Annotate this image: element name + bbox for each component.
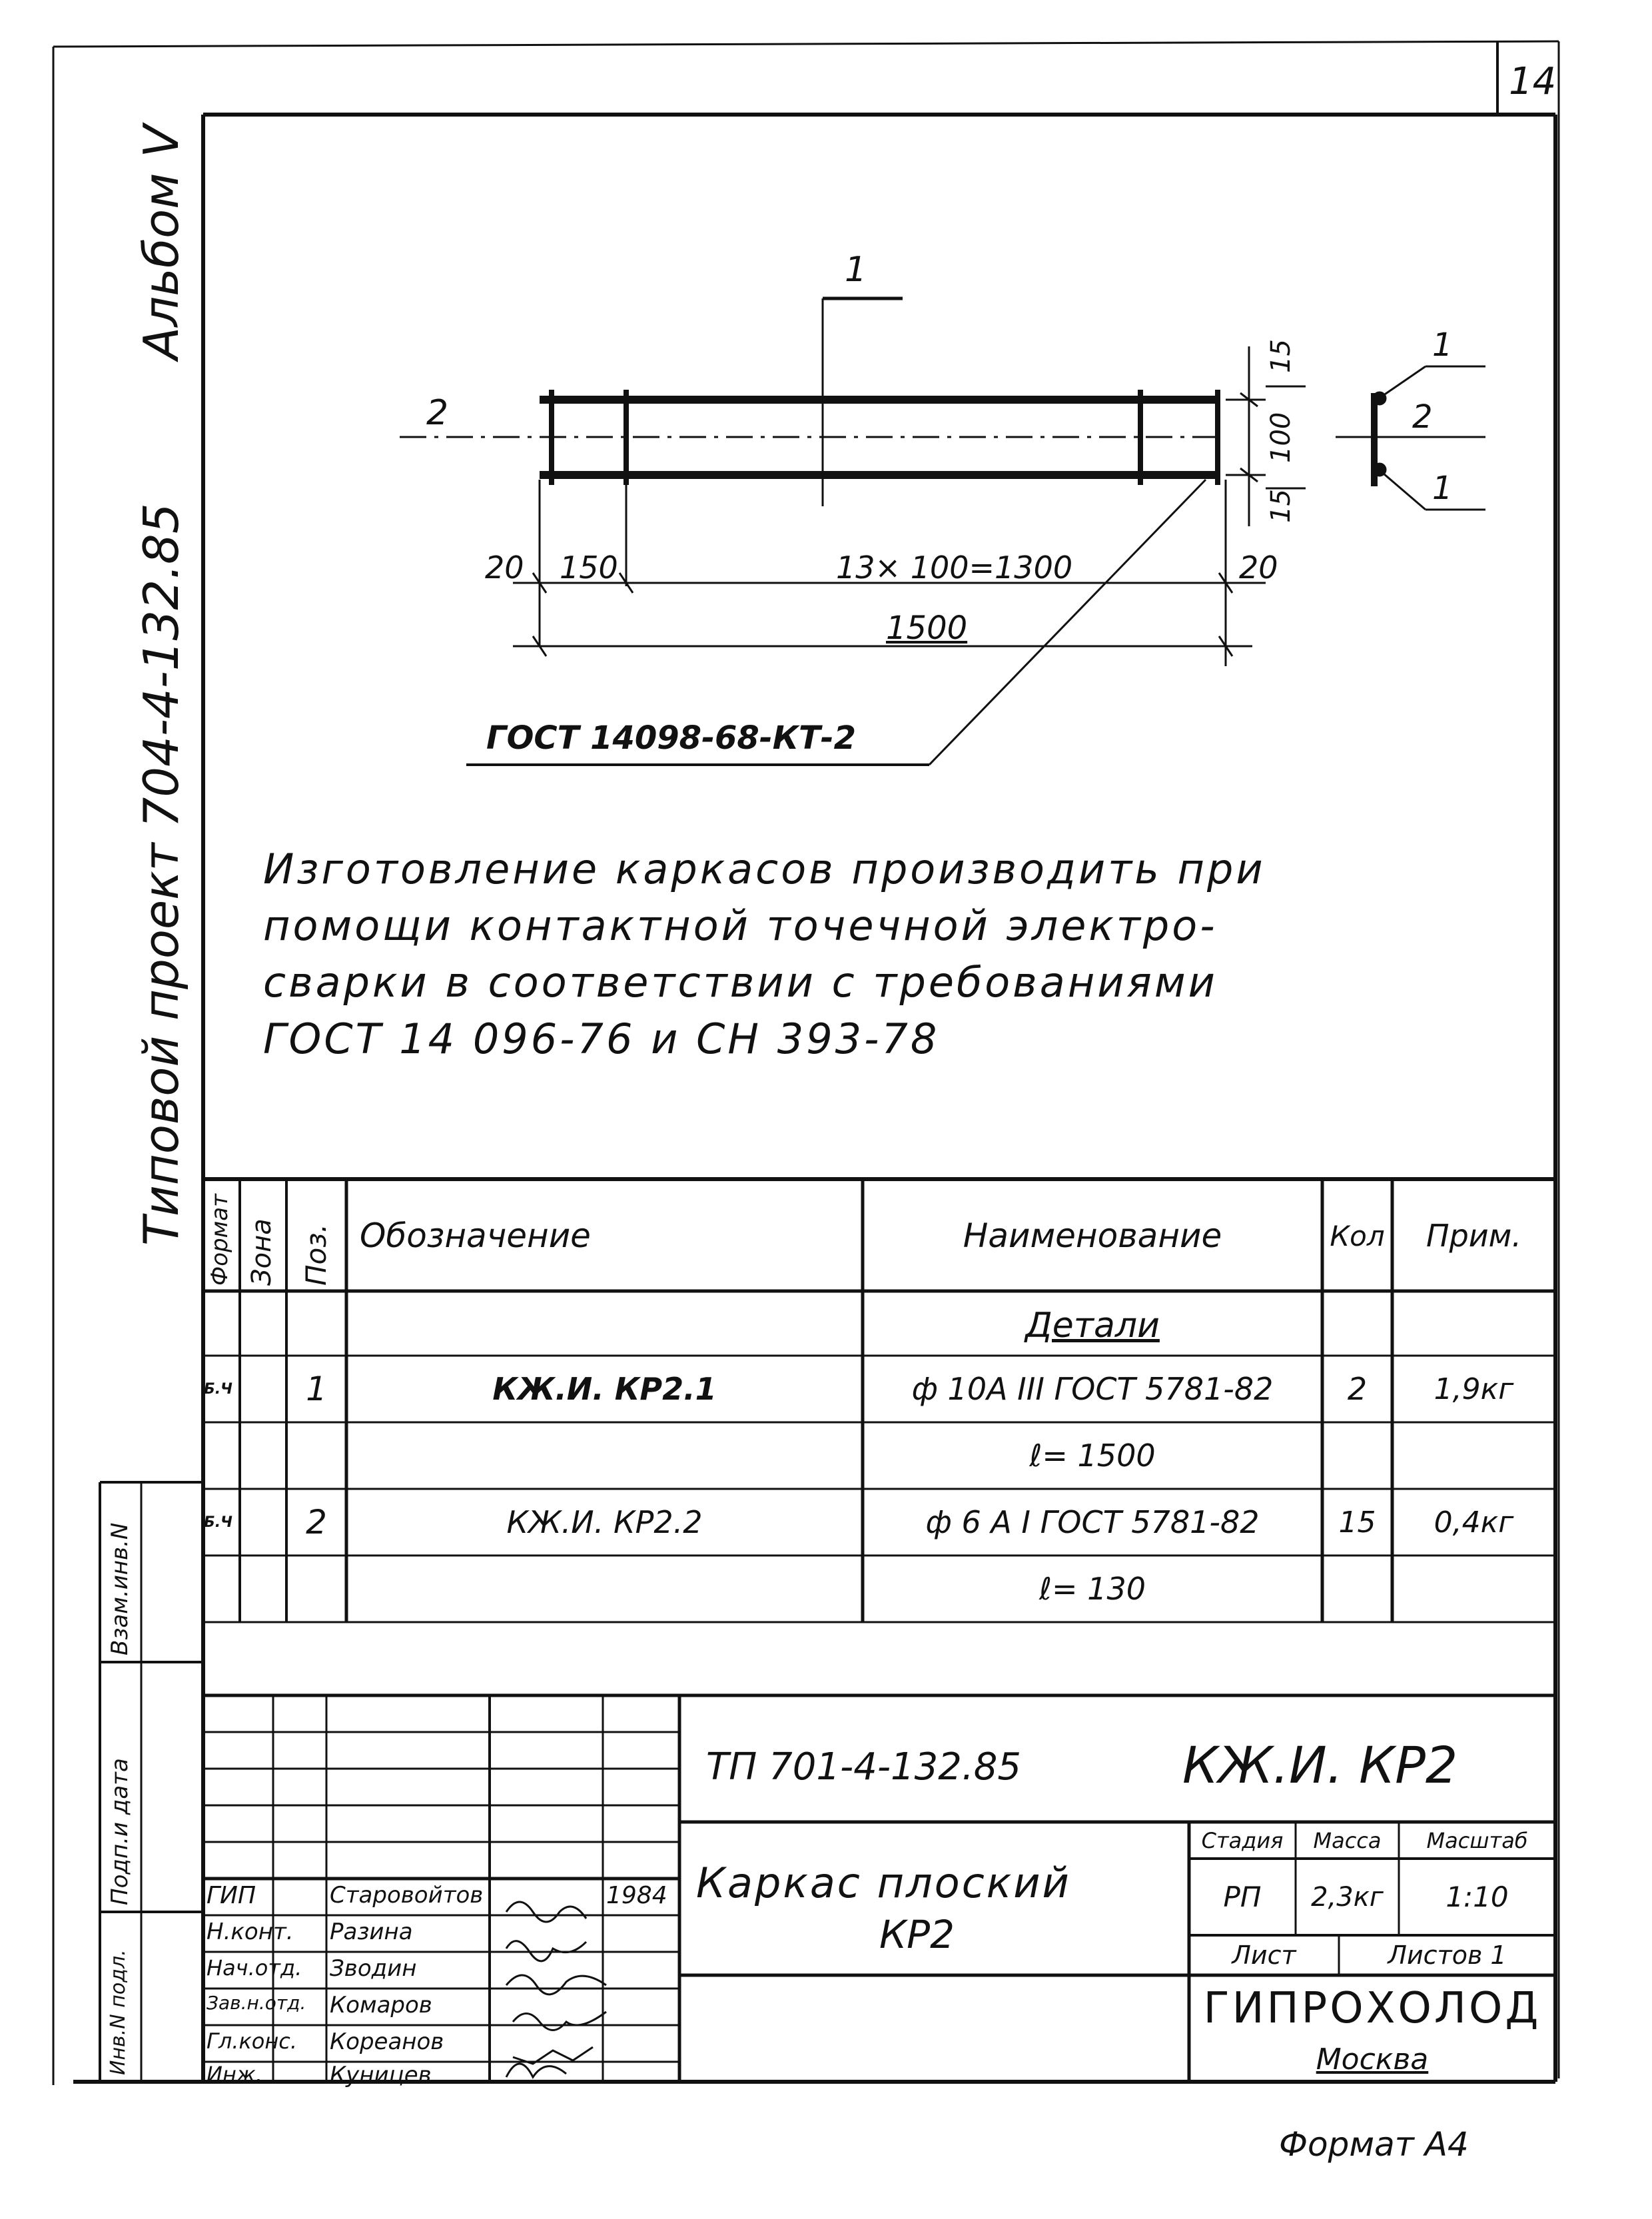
- format-label: Формат А4: [1279, 2125, 1469, 2164]
- bar-position-label: 2: [426, 393, 449, 433]
- staff-year: 1984: [606, 1882, 667, 1909]
- table-row-2-pos: 2: [306, 1503, 327, 1542]
- staff-name-5: Кореанов: [330, 2028, 444, 2055]
- header-name: Наименование: [963, 1216, 1222, 1255]
- staff-role-4: Зав.н.отд.: [206, 1992, 306, 2014]
- dim-15-bottom: 15: [1266, 489, 1296, 523]
- dim-20-right: 20: [1239, 550, 1278, 586]
- header-pos: Поз.: [300, 1224, 332, 1286]
- header-zone: Зона: [246, 1218, 277, 1286]
- staff-role-6: Инж.: [206, 2062, 262, 2087]
- outer-border-top: [53, 41, 1559, 47]
- mass-value: 2,3кг: [1311, 1881, 1384, 1913]
- staff-role-5: Гл.конс.: [206, 2028, 298, 2054]
- staff-name-1: Старовойтов: [330, 1882, 484, 1909]
- table-row-1-note: 1,9кг: [1434, 1372, 1514, 1406]
- scale-label: Масштаб: [1426, 1828, 1528, 1853]
- table-row-1-name: ф 10А III ГОСТ 5781-82: [911, 1371, 1274, 1407]
- table-row-1-length: ℓ= 1500: [1029, 1438, 1156, 1474]
- note-line-4: ГОСТ 14 096-76 и СН 393-78: [263, 1015, 940, 1063]
- staff-name-4: Комаров: [330, 1992, 432, 2018]
- header-qty: Кол: [1330, 1219, 1385, 1252]
- table-row-1-designation: КЖ.И. КР2.1: [492, 1371, 717, 1407]
- staff-role-2: Н.конт.: [206, 1919, 294, 1945]
- page-number: 14: [1509, 60, 1557, 103]
- frame-kr2-drawing: [400, 298, 1485, 765]
- stamp-signature-date: Подп.и дата: [107, 1758, 133, 1905]
- dim-20-left: 20: [485, 550, 524, 586]
- header-designation: Обозначение: [360, 1216, 591, 1255]
- staff-name-6: Куницев: [330, 2062, 432, 2088]
- drawing-subtitle: КР2: [879, 1912, 955, 1957]
- dim-100: 100: [1266, 412, 1296, 463]
- staff-name-2: Разина: [330, 1919, 413, 1945]
- table-row-1-format: Б.Ч: [204, 1380, 232, 1398]
- header-format: Формат: [206, 1194, 233, 1286]
- staff-role-3: Нач.отд.: [206, 1955, 302, 1981]
- note-line-2: помощи контактной точечной электро-: [263, 901, 1218, 950]
- project-code: ТП 701-4-132.85: [706, 1745, 1021, 1789]
- stamp-replaced: Взам.инв.N: [107, 1522, 133, 1655]
- section-label-1-bottom: 1: [1432, 470, 1453, 507]
- drawing-code: КЖ.И. КР2: [1182, 1735, 1458, 1795]
- section-label-2: 2: [1412, 398, 1433, 436]
- drawing-title: Каркас плоский: [696, 1859, 1071, 1907]
- sheets-label: Листов 1: [1388, 1941, 1507, 1970]
- table-row-1-qty: 2: [1347, 1371, 1368, 1407]
- weld-reference: ГОСТ 14098-68-КТ-2: [486, 719, 856, 757]
- table-row-2-length: ℓ= 130: [1039, 1571, 1146, 1607]
- dim-spacing: 13× 100=1300: [836, 550, 1073, 586]
- stage-value: РП: [1223, 1881, 1262, 1913]
- stamp-inv-original: Инв.N подл.: [107, 1949, 130, 2075]
- city: Москва: [1316, 2042, 1429, 2076]
- staff-role-1: ГИП: [206, 1882, 256, 1909]
- album-label: Альбом V: [133, 125, 189, 360]
- note-line-3: сварки в соответствии с требованиями: [263, 958, 1218, 1007]
- table-row-2-designation: КЖ.И. КР2.2: [506, 1504, 703, 1540]
- section-label-1-top: 1: [1432, 326, 1453, 364]
- section-title: Детали: [1025, 1306, 1160, 1346]
- sheet-label: Лист: [1232, 1941, 1296, 1970]
- project-title: Типовой проект 704-4-132.85: [133, 503, 189, 1246]
- dim-150: 150: [560, 550, 618, 586]
- table-row-2-note: 0,4кг: [1434, 1505, 1514, 1540]
- header-note: Прим.: [1426, 1218, 1521, 1254]
- dim-15-top: 15: [1266, 339, 1296, 373]
- table-row-2-name: ф 6 А I ГОСТ 5781-82: [925, 1504, 1260, 1540]
- table-row-1-pos: 1: [306, 1370, 327, 1408]
- scale-value: 1:10: [1446, 1881, 1509, 1913]
- table-row-2-qty: 15: [1338, 1505, 1376, 1540]
- staff-name-3: Зводин: [330, 1955, 417, 1982]
- dim-total: 1500: [886, 610, 968, 647]
- note-line-1: Изготовление каркасов производить при: [263, 845, 1266, 893]
- table-row-2-format: Б.Ч: [204, 1514, 232, 1531]
- stage-label: Стадия: [1201, 1828, 1284, 1853]
- mass-label: Масса: [1313, 1828, 1382, 1853]
- section-mark: 1: [845, 250, 867, 290]
- organization: ГИПРОХОЛОД: [1203, 1984, 1541, 2033]
